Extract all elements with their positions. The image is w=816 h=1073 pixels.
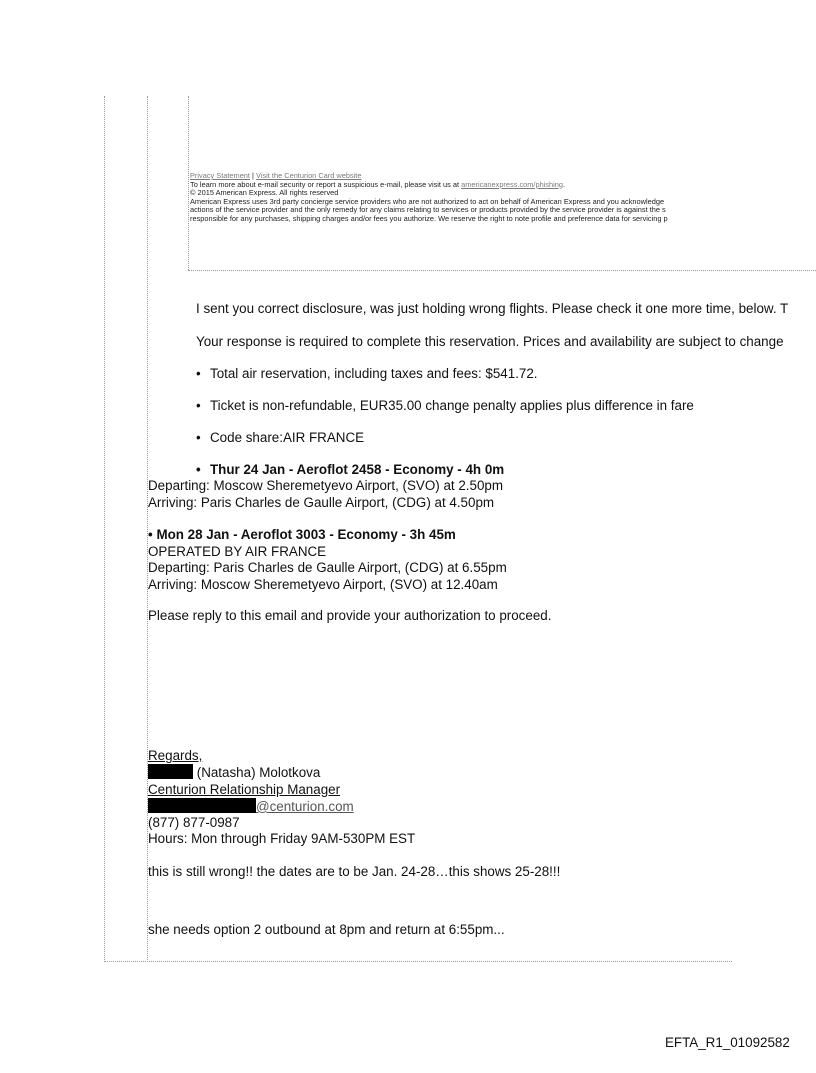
bullet-text: Ticket is non-refundable, EUR35.00 change penalty applies plus difference in fare bbox=[210, 398, 694, 413]
centurion-website-link[interactable]: Visit the Centurion Card website bbox=[256, 172, 362, 180]
return-operated-by: OPERATED BY AIR FRANCE bbox=[148, 543, 327, 559]
footer-separator: | bbox=[252, 172, 254, 180]
phishing-link[interactable]: americanexpress.com/phishing bbox=[461, 179, 563, 189]
response-required-text: Your response is required to complete this reservation. Prices and availability are subject to change bbox=[196, 334, 784, 349]
disclaimer-line-2: actions of the service provider and the only remedy for any claims relating to services or products provided by the service provider is against the s bbox=[190, 205, 666, 215]
bullet-text: Total air reservation, including taxes and fees: $541.72. bbox=[210, 366, 538, 381]
disclaimer-line-1: American Express uses 3rd party concierge service providers who are not authorized to act on behalf of American Express and you acknowledge bbox=[190, 196, 665, 206]
bullet-marker: • bbox=[148, 527, 153, 542]
bullet-text: Code share:AIR FRANCE bbox=[210, 430, 365, 445]
document-id: EFTA_R1_01092582 bbox=[665, 1035, 790, 1050]
redaction-bar bbox=[148, 764, 193, 779]
signature-name: (Natasha) Molotkova bbox=[196, 765, 321, 781]
amex-footer bbox=[190, 172, 816, 224]
signature-hours: Hours: Mon through Friday 9AM-530PM EST bbox=[148, 831, 416, 847]
bullet-marker: • bbox=[196, 430, 201, 445]
return-arriving: Arriving: Moscow Sheremetyevo Airport, (SVO) at 12.40am bbox=[148, 576, 498, 592]
bullet-marker: • bbox=[196, 366, 201, 381]
signature-email-link[interactable]: @centurion.com bbox=[256, 798, 354, 814]
security-period: . bbox=[563, 179, 566, 189]
bullet-ticket bbox=[196, 398, 694, 413]
reply-request-text: Please reply to this email and provide your authorization to proceed. bbox=[148, 608, 552, 623]
redaction-bar bbox=[148, 798, 256, 813]
bullet-total bbox=[196, 366, 538, 381]
return-departing: Departing: Paris Charles de Gaulle Airport, (CDG) at 6.55pm bbox=[148, 560, 507, 576]
outbound-flight-details bbox=[148, 478, 503, 511]
regards-text: Regards, bbox=[148, 748, 203, 763]
intro-text: I sent you correct disclosure, was just holding wrong flights. Please check it one more time, below. T bbox=[196, 301, 789, 316]
footer-quote-line bbox=[188, 96, 189, 270]
signature-block bbox=[148, 748, 415, 848]
return-title-text: Mon 28 Jan - Aeroflot 3003 - Economy - 3h 45m bbox=[156, 527, 456, 542]
bullet-codeshare bbox=[196, 430, 364, 445]
return-flight-details bbox=[148, 527, 507, 593]
footer-bottom-rule bbox=[188, 270, 816, 271]
outbound-arriving: Arriving: Paris Charles de Gaulle Airport, (CDG) at 4.50pm bbox=[148, 494, 495, 510]
reply-message-1: this is still wrong!! the dates are to be Jan. 24-28…this shows 25-28!!! bbox=[148, 864, 561, 879]
reply-message-2: she needs option 2 outbound at 8pm and return at 6:55pm... bbox=[148, 922, 505, 937]
outbound-title-text: Thur 24 Jan - Aeroflot 2458 - Economy - 4h 0m bbox=[210, 462, 505, 477]
privacy-statement-link[interactable]: Privacy Statement bbox=[190, 172, 250, 180]
bullet-marker: • bbox=[196, 462, 201, 477]
bottom-rule bbox=[104, 961, 732, 962]
copyright-text: © 2015 American Express. All rights reserved bbox=[190, 188, 339, 198]
security-text: To learn more about e-mail security or report a suspicious e-mail, please visit us at bbox=[190, 179, 460, 189]
outer-quote-line bbox=[104, 96, 105, 962]
outbound-departing: Departing: Moscow Sheremetyevo Airport, (SVO) at 2.50pm bbox=[148, 478, 504, 493]
disclaimer-line-3: responsible for any purchases, shipping charges and/or fees you authorize. We reserve the right to note profile and preference data for servicing p bbox=[190, 213, 668, 223]
bullet-marker: • bbox=[196, 398, 201, 413]
signature-phone: (877) 877-0987 bbox=[148, 815, 240, 831]
signature-role: Centurion Relationship Manager bbox=[148, 781, 341, 797]
outbound-flight-title bbox=[196, 462, 504, 477]
return-flight-title bbox=[148, 527, 507, 544]
